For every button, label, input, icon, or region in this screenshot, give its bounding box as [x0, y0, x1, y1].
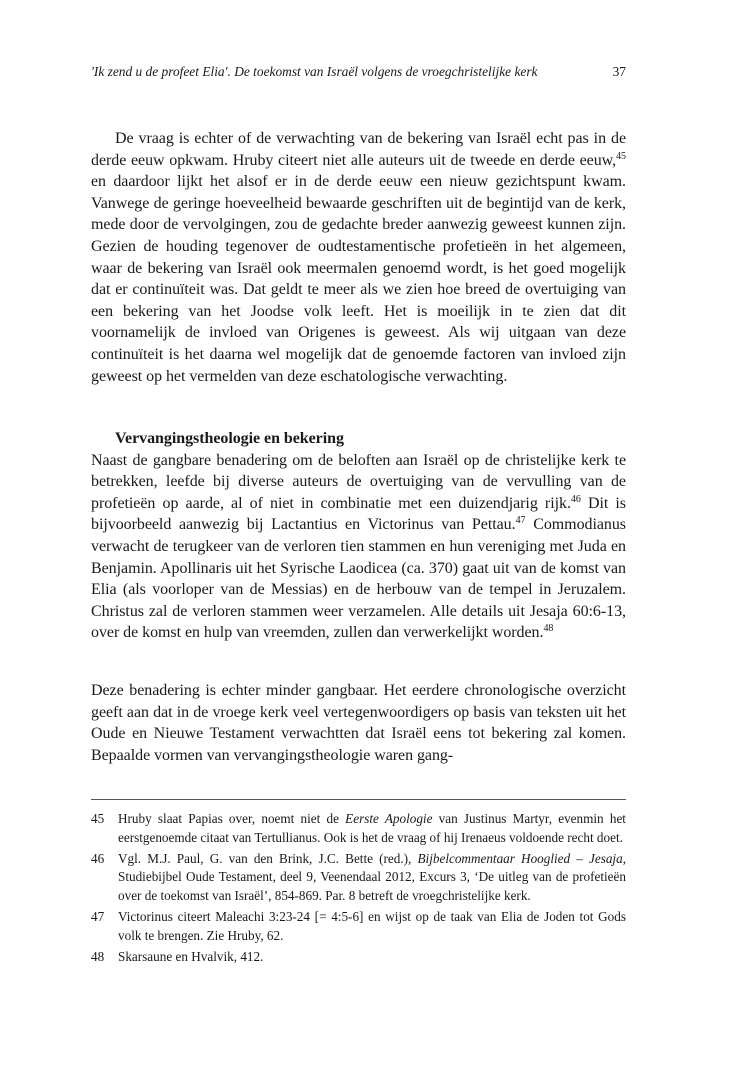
footnote-ref-45[interactable]: 45: [616, 150, 626, 162]
paragraph-1-part1: De vraag is echter of de verwachting van de bekering van Israël echt pas in de derde eeuw opkwam. Hruby citeert niet alle auteurs uit de tweede en derde eeuw,: [91, 130, 626, 169]
footnote-48: [91, 948, 626, 967]
running-header: [91, 64, 626, 80]
footnote-46: [91, 850, 626, 906]
page-number: 37: [612, 64, 626, 79]
footnote-text: [118, 850, 626, 906]
footnotes: [91, 810, 626, 968]
footnote-number: 46: [91, 850, 105, 866]
footnote-text-part: , Studiebijbel Oude Testament, deel 9, Veenendaal 2012, Excurs 3, ‘De uitleg van de profetieën over de toekomst van Israël’, 854-869. Par. 8 betreft de vroegchristelijke kerk.: [118, 850, 626, 904]
paragraph-2: [91, 450, 626, 644]
paragraph-1-part2: en daardoor lijkt het alsof er in de derde eeuw een nieuw gezichtspunt kwam. Vanwege de geringe hoeveelheid bewaarde geschriften uit de begintijd van de kerk, mede door de vervolgingen, zou de gedachte breder aanwezig geweest kunnen zijn. Gezien de houding tegenover de oudtestamentische profetieën in het algemeen, waar de bekering van Israël ook meermalen genoemd wordt, is het goed mogelijk dat er continuïteit was. Dat geldt te meer als we zien hoe breed de overtuiging van een bekering van het Joodse volk leeft. Het is moeilijk in te zien dat dit voornamelijk de invloed van Origenes is geweest. Als wij uitgaan van deze continuïteit is het daarna wel mogelijk dat de genoemde factoren van invloed zijn geweest op het vermelden van deze eschatologische verwachting.: [91, 173, 626, 385]
footnote-text-part: Vgl. M.J. Paul, G. van den Brink, J.C. Bette (red.),: [118, 850, 418, 866]
running-title: 'Ik zend u de profeet Elia'. De toekomst van Israël volgens de vroegchristelijke kerk: [91, 64, 538, 79]
footnote-text-part: van Justinus Martyr, evenmin het eerstgenoemde citaat van Tertullianus. Ook is het de vraag of hij Irenaeus voldoende recht doet.: [118, 811, 626, 845]
section-vervangingstheologie: [91, 428, 626, 644]
footnote-text-part: Skarsaune en Hvalvik, 412.: [118, 948, 264, 964]
footnote-number: 48: [91, 948, 105, 964]
footnote-text: [118, 810, 626, 848]
footnote-text: [118, 908, 626, 946]
paragraph-2-part3: Commodianus verwacht de terugkeer van de verloren tien stammen en hun vereniging met Juda en Benjamin. Apollinaris uit het Syrische Laodicea (ca. 370) gaat uit van de komst van Elia (als voorloper van de Messias) en de herbouw van de tempel in Jeruzalem. Christus zal de verloren stammen weer verzamelen. Alle details uit Jesaja 60:6-13, over de komst en hulp van vreemden, zullen dan verwerkelijkt worden.: [91, 516, 626, 642]
section-heading: Vervangingstheologie en bekering: [115, 430, 344, 447]
footnote-italic-title: Bijbelcommentaar Hooglied – Jesaja: [417, 850, 623, 866]
footnote-text: [118, 948, 626, 967]
footnote-text-part: Hruby slaat Papias over, noemt niet de: [118, 811, 346, 826]
footnote-ref-48[interactable]: 48: [543, 623, 554, 635]
footnote-47: [91, 908, 626, 946]
paragraph-3: Deze benadering is echter minder gangbaar. Het eerdere chronologische overzicht geeft aan dat in de vroege kerk veel vertegenwoordigers op basis van teksten uit het Oude en Nieuwe Testament verwachtten dat Israël eens tot bekering zal komen. Bepaalde vormen van vervangingstheologie waren gang-: [91, 682, 626, 764]
footnote-italic-title: Eerste Apologie: [345, 811, 433, 826]
footnote-ref-47[interactable]: 47: [515, 515, 526, 527]
footnote-45: [91, 810, 626, 848]
paragraph-continuity: [91, 128, 626, 387]
footnote-divider: [91, 799, 626, 800]
footnote-text-part: Victorinus citeert Maleachi 3:23-24 [= 4:5-6] en wijst op de taak van Elia de Joden tot Gods volk te brengen. Zie Hruby, 62.: [118, 908, 626, 943]
paragraph-2-part2: Dit is bijvoorbeeld aanwezig bij Lactantius en Victorinus van Pettau.: [91, 494, 626, 534]
paragraph-1: [91, 128, 626, 387]
paragraph-approach: [91, 680, 626, 766]
paragraph-2-part1: Naast de gangbare benadering om de beloften aan Israël op de christelijke kerk te betrekken, leefde bij diverse auteurs de overtuiging van de vervulling van de profetieën op aarde, al of niet in combinatie met een duizendjarig rijk.: [91, 451, 626, 512]
footnote-ref-46[interactable]: 46: [570, 493, 581, 505]
footnote-number: 45: [91, 811, 105, 826]
footnote-number: 47: [91, 908, 105, 924]
